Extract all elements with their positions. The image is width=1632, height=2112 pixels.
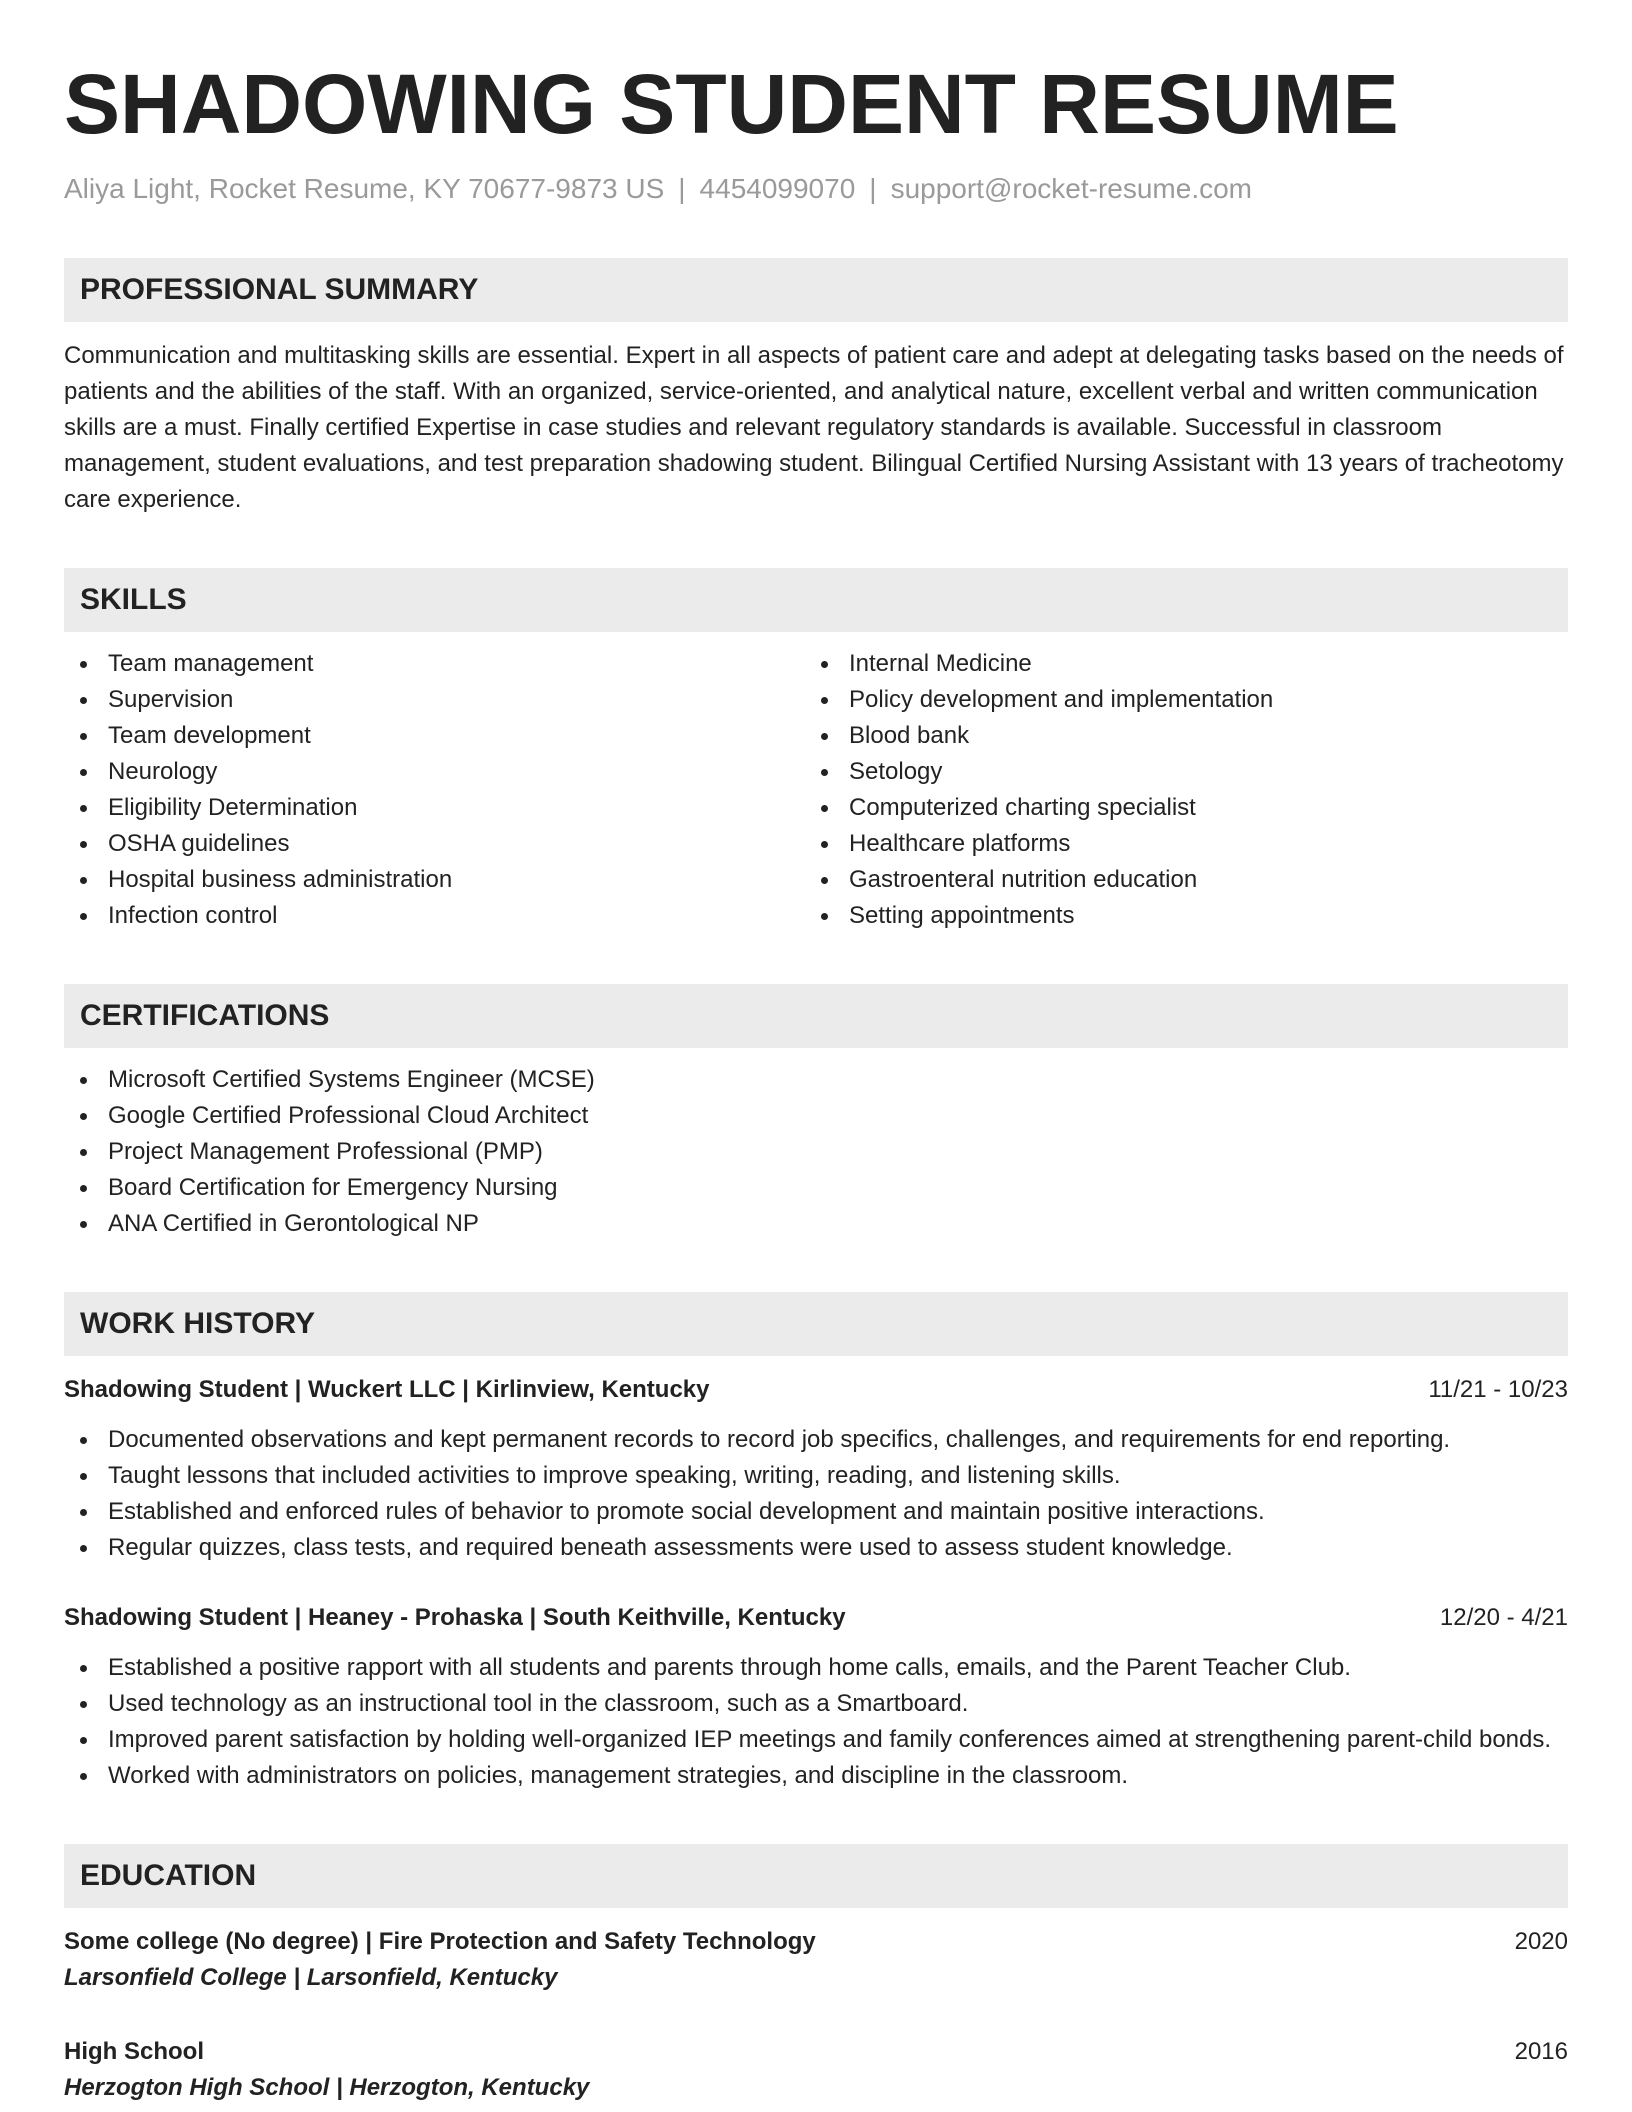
skills-grid	[64, 646, 1568, 934]
skill-item: OSHA guidelines	[64, 826, 805, 862]
skill-item: Healthcare platforms	[805, 826, 1546, 862]
job-bullet: Worked with administrators on policies, management strategies, and discipline in the classroom.	[64, 1758, 1568, 1794]
work-history-heading: WORK HISTORY	[64, 1292, 1568, 1356]
education-header	[64, 1924, 1568, 1960]
skill-item: Computerized charting specialist	[805, 790, 1546, 826]
certification-item: Google Certified Professional Cloud Architect	[64, 1098, 1568, 1134]
certification-item: Microsoft Certified Systems Engineer (MCSE)	[64, 1062, 1568, 1098]
education-degree: High School	[64, 2037, 204, 2065]
skill-item: Setology	[805, 754, 1546, 790]
skill-item: Infection control	[64, 898, 805, 934]
job-bullets	[64, 1422, 1568, 1566]
job-header	[64, 1372, 1568, 1408]
summary-heading: PROFESSIONAL SUMMARY	[64, 258, 1568, 322]
contact-separator: |	[869, 173, 877, 204]
education-entry	[64, 2034, 1568, 2106]
job-bullet: Established a positive rapport with all students and parents through home calls, emails, and the Parent Teacher Club.	[64, 1650, 1568, 1686]
certifications-heading: CERTIFICATIONS	[64, 984, 1568, 1048]
skills-left-list	[64, 646, 805, 934]
certification-item: Project Management Professional (PMP)	[64, 1134, 1568, 1170]
job-dates: 12/20 - 4/21	[1439, 1603, 1568, 1631]
education-school: Larsonfield College | Larsonfield, Kentucky	[64, 1963, 558, 1991]
job-entry	[64, 1372, 1568, 1566]
job-entry	[64, 1600, 1568, 1794]
job-bullet: Improved parent satisfaction by holding well-organized IEP meetings and family conferences aimed at strengthening parent-child bonds.	[64, 1722, 1568, 1758]
summary-text: Communication and multitasking skills are essential. Expert in all aspects of patient care and adept at delegating tasks based on the needs of patients and the abilities of the staff. With an organized, service-oriented, and analytical nature, excellent verbal and written communication skills are a must. Finally certified Expertise in case studies and relevant regulatory standards is available. Successful in classroom management, student evaluations, and test preparation shadowing student. Bilingual Certified Nursing Assistant with 13 years of tracheotomy care experience.	[64, 341, 1564, 513]
job-title: Shadowing Student | Wuckert LLC | Kirlinview, Kentucky	[64, 1375, 710, 1403]
job-title: Shadowing Student | Heaney - Prohaska | South Keithville, Kentucky	[64, 1603, 846, 1631]
education-year: 2016	[1514, 2037, 1568, 2065]
job-header	[64, 1600, 1568, 1636]
skill-item: Eligibility Determination	[64, 790, 805, 826]
skill-item: Neurology	[64, 754, 805, 790]
skill-item: Gastroenteral nutrition education	[805, 862, 1546, 898]
job-bullets	[64, 1650, 1568, 1794]
education-entry	[64, 1924, 1568, 1996]
education-degree: Some college (No degree) | Fire Protection and Safety Technology	[64, 1927, 816, 1955]
certification-item: Board Certification for Emergency Nursing	[64, 1170, 1568, 1206]
education-school: Herzogton High School | Herzogton, Kentucky	[64, 2073, 590, 2101]
job-bullet: Documented observations and kept permanent records to record job specifics, challenges, and requirements for end reporting.	[64, 1422, 1568, 1458]
skill-item: Hospital business administration	[64, 862, 805, 898]
skill-item: Blood bank	[805, 718, 1546, 754]
skills-heading: SKILLS	[64, 568, 1568, 632]
skill-item: Team management	[64, 646, 805, 682]
resume-title: SHADOWING STUDENT RESUME	[64, 57, 1399, 151]
skill-item: Internal Medicine	[805, 646, 1546, 682]
job-bullet: Regular quizzes, class tests, and required beneath assessments were used to assess student knowledge.	[64, 1530, 1568, 1566]
contact-email: support@rocket-resume.com	[890, 173, 1252, 204]
job-bullet: Taught lessons that included activities to improve speaking, writing, reading, and listening skills.	[64, 1458, 1568, 1494]
skill-item: Team development	[64, 718, 805, 754]
skill-item: Setting appointments	[805, 898, 1546, 934]
certifications-list	[64, 1062, 1568, 1242]
job-bullet: Established and enforced rules of behavior to promote social development and maintain positive interactions.	[64, 1494, 1568, 1530]
contact-separator: |	[678, 173, 686, 204]
education-year: 2020	[1514, 1927, 1568, 1955]
education-heading: EDUCATION	[64, 1844, 1568, 1908]
contact-phone: 4454099070	[699, 173, 856, 204]
certification-item: ANA Certified in Gerontological NP	[64, 1206, 1568, 1242]
contact-line	[64, 172, 1568, 206]
job-bullet: Used technology as an instructional tool in the classroom, such as a Smartboard.	[64, 1686, 1568, 1722]
education-header	[64, 2034, 1568, 2070]
contact-address: Aliya Light, Rocket Resume, KY 70677-9873 US	[64, 173, 665, 204]
skills-right-list	[805, 646, 1546, 934]
job-dates: 11/21 - 10/23	[1428, 1375, 1568, 1403]
skill-item: Supervision	[64, 682, 805, 718]
skill-item: Policy development and implementation	[805, 682, 1546, 718]
